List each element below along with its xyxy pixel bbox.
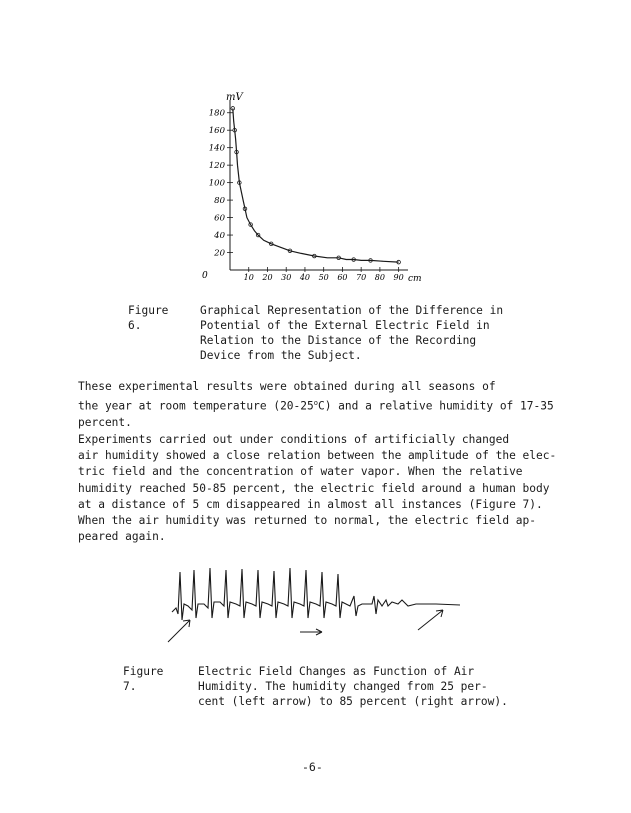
- y-tick-label: 180: [208, 108, 225, 119]
- y-tick-label: 60: [214, 213, 225, 224]
- x-tick-label: 90: [393, 273, 404, 282]
- electric-field-waveform: [172, 568, 460, 620]
- fitted-curve: [233, 108, 399, 262]
- chart-axes: [227, 100, 408, 272]
- x-tick-label: 30: [281, 273, 292, 282]
- x-tick-label: 10: [243, 273, 254, 282]
- left-arrow-icon: [168, 620, 190, 642]
- y-tick-label: 80: [214, 196, 225, 207]
- paragraph-seasons-start: These experimental results were obtained during all seasons of the year at room temperature (20-25: [78, 380, 496, 413]
- paragraph-seasons: [78, 379, 558, 431]
- y-axis-unit: mV: [226, 92, 243, 103]
- figure-7-caption-label: Figure 7.: [123, 665, 164, 693]
- y-tick-labels: [209, 109, 226, 259]
- figure-6-caption-label: Figure 6.: [128, 304, 169, 332]
- paragraph-seasons-end: C) and a relative humidity of 17-35 percent.: [78, 399, 554, 430]
- origin-label: 0: [202, 271, 208, 281]
- y-tick-label: 120: [208, 161, 225, 172]
- y-tick-label: 40: [214, 231, 225, 242]
- y-tick-label: 100: [208, 178, 225, 189]
- y-tick-label: 140: [208, 143, 225, 154]
- right-arrow-icon: [418, 610, 443, 630]
- page-number: -6-: [302, 760, 323, 774]
- figure-7-caption-text: Electric Field Changes as Function of Air Humidity. The humidity changed from 25 per- cent (left arrow) to 85 percent (right arrow).: [198, 665, 508, 708]
- figure-6-caption-text: Graphical Representation of the Difference in Potential of the External Electric Field in Relation to the Distance of the Recording Device from the Subject.: [200, 304, 504, 362]
- y-tick-label: 160: [208, 126, 225, 137]
- figure-7-trace: [160, 560, 470, 648]
- x-tick-label: 80: [374, 273, 385, 282]
- x-tick-label: 50: [318, 273, 329, 282]
- x-tick-label: 60: [337, 273, 348, 282]
- x-tick-label: 20: [262, 273, 273, 282]
- x-tick-labels: [244, 273, 404, 282]
- x-tick-label: 40: [299, 273, 311, 282]
- mid-arrow-icon: [300, 629, 322, 635]
- degree-superscript: o: [313, 399, 318, 408]
- paragraph-humidity-experiments: Experiments carried out under conditions of artificially changed air humidity showed a close relation between the amplitude of the elec- tric field and the concentration of water vapor. When the relative humidity reached 50-85 percent, the electric field around a human body at a distance of 5 cm disappeared in almost all instances (Figure 7). When the air humidity was returned to normal, the electric field ap- peared again.: [78, 433, 557, 544]
- x-tick-label: 70: [356, 273, 367, 282]
- y-tick-label: 20: [214, 248, 225, 259]
- x-axis-unit: cm: [408, 274, 422, 284]
- data-points: [231, 107, 400, 264]
- figure-6-chart: [190, 88, 430, 288]
